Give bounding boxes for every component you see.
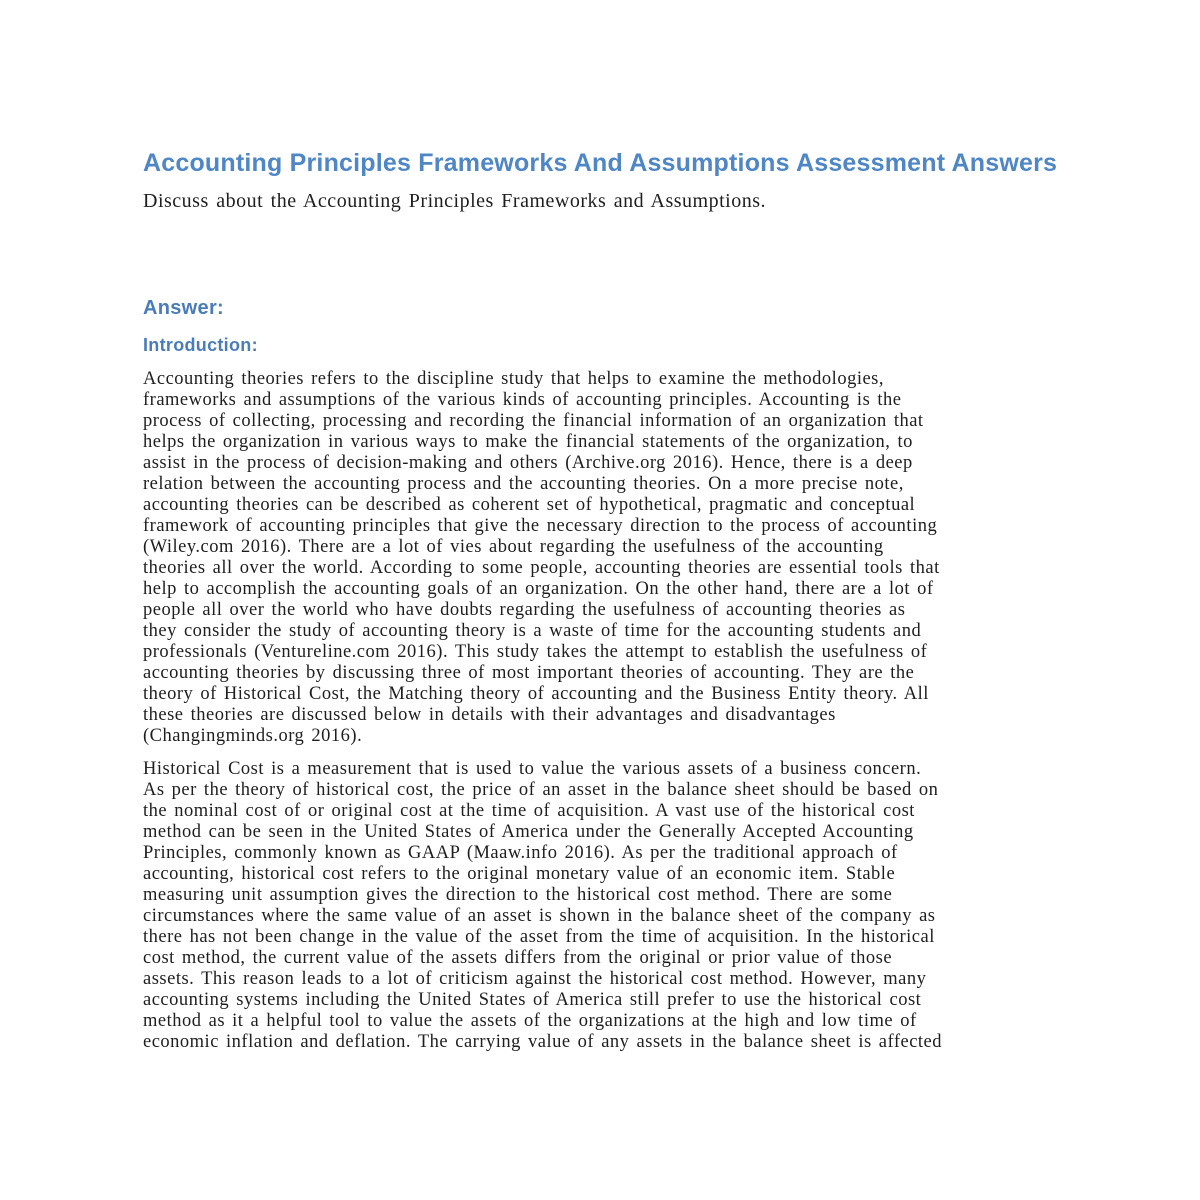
text-line: theories all over the world. According to some people, accounting theories are essential tools that — [143, 558, 940, 578]
text-line: economic inflation and deflation. The carrying value of any assets in the balance sheet is affected — [143, 1032, 943, 1052]
text-line: accounting theories can be described as coherent set of hypothetical, pragmatic and conceptual — [143, 495, 916, 515]
document-page — [143, 0, 1063, 1053]
text-line: accounting systems including the United States of America still prefer to use the historical cost — [143, 990, 922, 1010]
text-line: Accounting theories refers to the discipline study that helps to examine the methodologies, — [143, 369, 884, 389]
text-line: accounting, historical cost refers to the original monetary value of an economic item. Stable — [143, 864, 896, 884]
text-line: measuring unit assumption gives the direction to the historical cost method. There are some — [143, 885, 893, 905]
text-line: these theories are discussed below in details with their advantages and disadvantages — [143, 705, 836, 725]
text-line: people all over the world who have doubts regarding the usefulness of accounting theories as — [143, 600, 906, 620]
answer-heading: Answer: — [143, 297, 225, 319]
introduction-heading: Introduction: — [143, 335, 258, 355]
paragraph-introduction — [143, 369, 1063, 747]
text-line: the nominal cost of or original cost at the time of acquisition. A vast use of the historical cost — [143, 801, 915, 821]
text-line: frameworks and assumptions of the various kinds of accounting principles. Accounting is the — [143, 390, 902, 410]
text-line: method as it a helpful tool to value the assets of the organizations at the high and low time of — [143, 1011, 917, 1031]
document-title: Accounting Principles Frameworks And Assumptions Assessment Answers — [143, 149, 1058, 177]
text-line: relation between the accounting process and the accounting theories. On a more precise note, — [143, 474, 904, 494]
text-line: assets. This reason leads to a lot of criticism against the historical cost method. However, many — [143, 969, 927, 989]
text-line: help to accomplish the accounting goals of an organization. On the other hand, there are a lot of — [143, 579, 934, 599]
text-line: they consider the study of accounting theory is a waste of time for the accounting students and — [143, 621, 922, 641]
text-line: (Wiley.com 2016). There are a lot of vies about regarding the usefulness of the accounting — [143, 537, 884, 557]
text-line: assist in the process of decision-making and others (Archive.org 2016). Hence, there is a deep — [143, 453, 913, 473]
text-line: cost method, the current value of the assets differs from the original or prior value of those — [143, 948, 893, 968]
paragraph-historical-cost — [143, 759, 1063, 1053]
text-line: theory of Historical Cost, the Matching theory of accounting and the Business Entity theory. All — [143, 684, 929, 704]
text-line: Principles, commonly known as GAAP (Maaw.info 2016). As per the traditional approach of — [143, 843, 898, 863]
text-line: helps the organization in various ways to make the financial statements of the organization, to — [143, 432, 913, 452]
text-line: circumstances where the same value of an asset is shown in the balance sheet of the company as — [143, 906, 936, 926]
text-line: accounting theories by discussing three of most important theories of accounting. They are the — [143, 663, 915, 683]
text-line: method can be seen in the United States of America under the Generally Accepted Accounting — [143, 822, 914, 842]
text-line: process of collecting, processing and recording the financial information of an organization that — [143, 411, 924, 431]
text-line: professionals (Ventureline.com 2016). This study takes the attempt to establish the usefulness of — [143, 642, 928, 662]
text-line: As per the theory of historical cost, the price of an asset in the balance sheet should be based on — [143, 780, 939, 800]
text-line: (Changingminds.org 2016). — [143, 726, 363, 746]
question-text: Discuss about the Accounting Principles Frameworks and Assumptions. — [143, 190, 767, 212]
text-line: Historical Cost is a measurement that is used to value the various assets of a business concern. — [143, 759, 922, 779]
text-line: framework of accounting principles that give the necessary direction to the process of accounting — [143, 516, 938, 536]
text-line: there has not been change in the value of the asset from the time of acquisition. In the historical — [143, 927, 935, 947]
